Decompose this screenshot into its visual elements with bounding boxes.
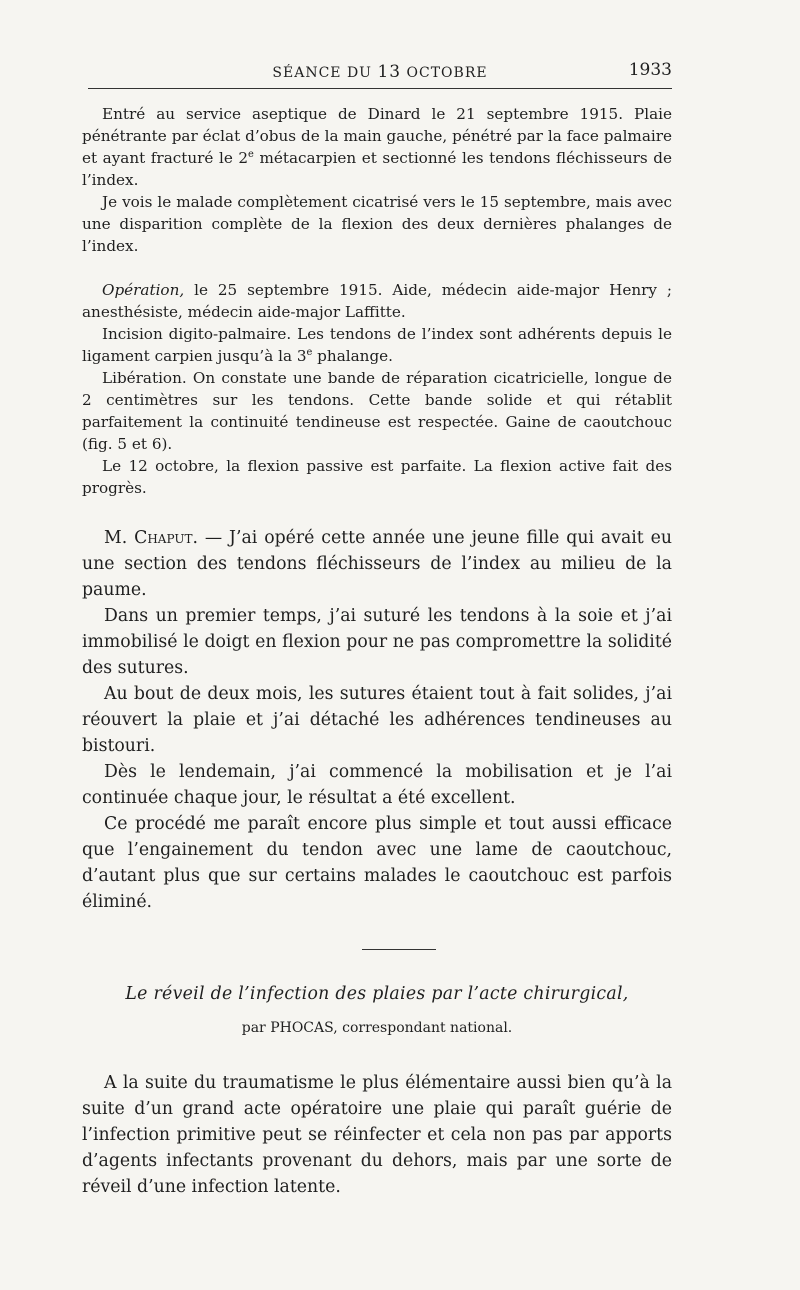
article-title: Le réveil de l’infection des plaies par l’acte chirurgical,: [125, 984, 629, 1004]
case-paragraph: Le 12 octobre, la flexion passive est parfaite. La flexion active fait des progrès.: [82, 457, 672, 497]
case-paragraph: Libération. On constate une bande de réparation cicatricielle, longue de 2 centimètres sur les tendons. Cette bande solide et qui rétablit parfaitement la continuité tendineuse est respectée. Gaine de caoutchouc (fig. 5 et 6).: [82, 369, 672, 453]
case-paragraph: Entré au service aseptique de Dinard le 21 septembre 1915. Plaie pénétrante par éclat d’obus de la main gauche, pénétré par la face palmaire et ayant fracturé le 2e métacarpien et sectionné les tendons fléchisseurs de l’index.: [82, 105, 672, 189]
article-paragraph: A la suite du traumatisme le plus élémentaire aussi bien qu’à la suite d’un grand acte opératoire une plaie qui paraît guérie de l’infection primitive peut se réinfecter et cela non pas par apports d’agents infectants provenant du dehors, mais par une sorte de réveil d’une infection latente.: [82, 1073, 672, 1197]
operation-paragraph: Opération, le 25 septembre 1915. Aide, médecin aide-major Henry ; anesthésiste, médecin aide-major Laffitte.: [82, 281, 672, 321]
running-header: [88, 58, 672, 89]
running-title: SÉANCE DU 13 OCTOBRE: [272, 62, 488, 82]
case-paragraph: Je vois le malade complètement cicatrisé vers le 15 septembre, mais avec une disparition complète de la flexion des deux dernières phalanges de l’index.: [82, 193, 672, 255]
discussion: [82, 525, 672, 915]
discussion-paragraph: Ce procédé me paraît encore plus simple et tout aussi efficace que l’engainement du tendon avec une lame de caoutchouc, d’autant plus que sur certains malades le caoutchouc est parfois éliminé.: [82, 814, 672, 912]
page-number: 1933: [628, 60, 672, 80]
case-report: [82, 103, 672, 499]
article-body: [82, 1070, 672, 1200]
case-paragraph: Incision digito-palmaire. Les tendons de l’index sont adhérents depuis le ligament carpien jusqu’à la 3e phalange.: [82, 325, 672, 365]
section-divider: [362, 949, 436, 950]
article-byline: par PHOCAS, correspondant national.: [241, 1020, 513, 1036]
speaker-name: Chaput: [134, 528, 193, 548]
discussion-paragraph: Dès le lendemain, j’ai commencé la mobilisation et je l’ai continuée chaque jour, le résultat a été excellent.: [82, 762, 672, 808]
discussion-paragraph: Au bout de deux mois, les sutures étaient tout à fait solides, j’ai réouvert la plaie et j’ai détaché les adhérences tendineuses au bistouri.: [82, 684, 672, 756]
discussion-paragraph: M. Chaput. — J’ai opéré cette année une jeune fille qui avait eu une section des tendons fléchisseurs de l’index au milieu de la paume.: [82, 528, 673, 600]
discussion-paragraph: Dans un premier temps, j’ai suturé les tendons à la soie et j’ai immobilisé le doigt en flexion pour ne pas compromettre la solidité des sutures.: [82, 606, 672, 678]
